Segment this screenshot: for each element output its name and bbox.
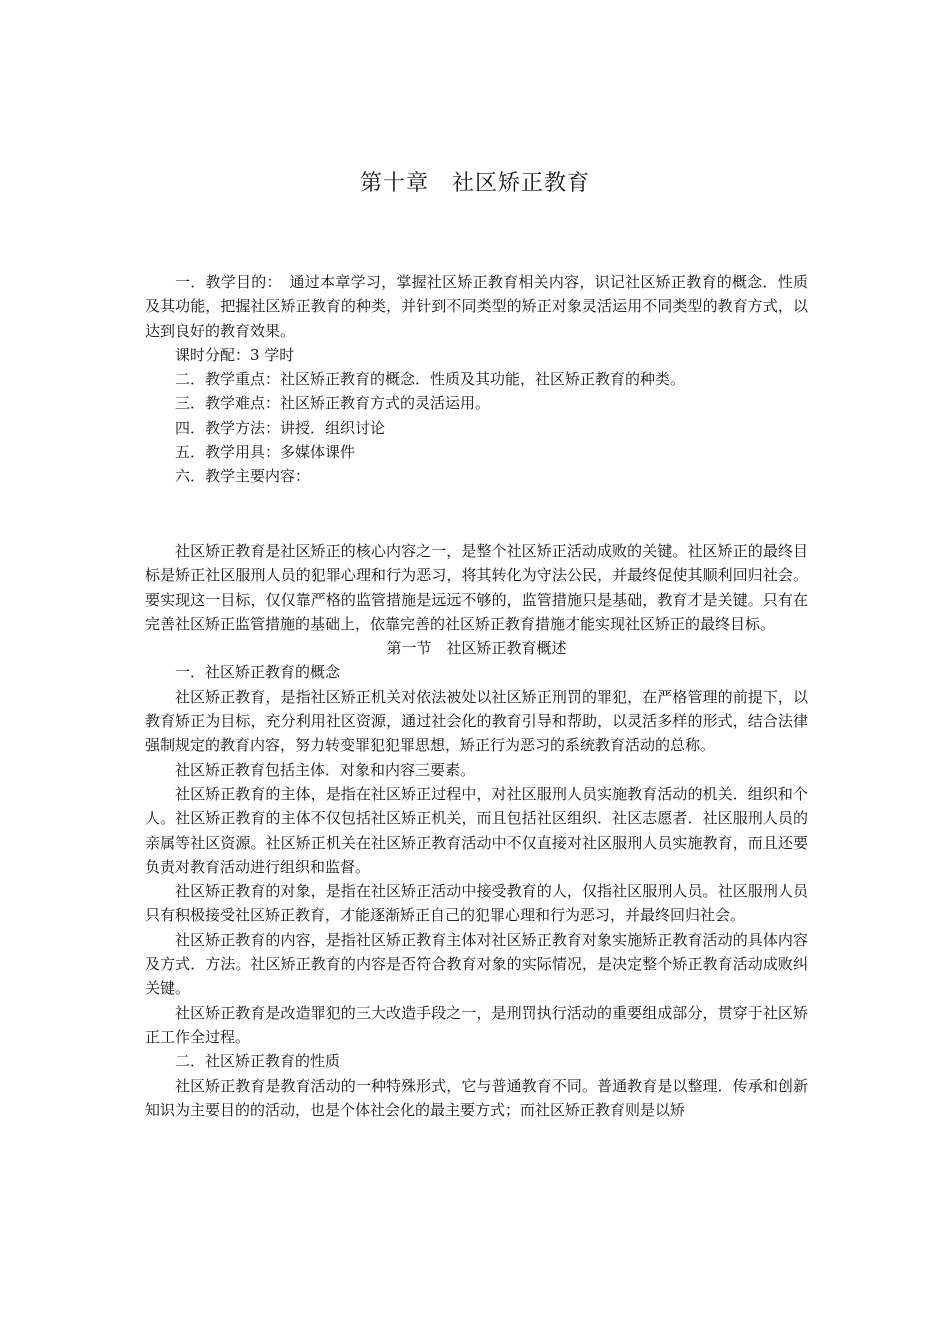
subsection-heading: 一．社区矫正教育的概念	[175, 663, 341, 682]
teaching-main-content: 六．教学主要内容：	[175, 467, 311, 486]
body-paragraph: 社区矫正教育是改造罪犯的三大改造手段之一，是刑罚执行活动的重要组成部分，贯穿于社区矫正工作全过程。	[145, 1003, 808, 1046]
body-paragraph: 社区矫正教育包括主体．对象和内容三要素。	[175, 760, 476, 779]
teaching-objective: 一．教学目的： 通过本章学习，掌握社区矫正教育相关内容，识记社区矫正教育的概念．性质及其功能，把握社区矫正教育的种类，并针到不同类型的矫正对象灵活运用不同类型的教育方式，以达到良好的教育效果。	[145, 273, 808, 340]
chapter-title: 第十章 社区矫正教育	[359, 171, 590, 196]
body-paragraph: 社区矫正教育是社区矫正的核心内容之一，是整个社区矫正活动成败的关键。社区矫正的最终目标是矫正社区服刑人员的犯罪心理和行为恶习，将其转化为守法公民，并最终促使其顺利回归社会。要实现这一目标，仅仅靠严格的监管措施是远远不够的，监管措施只是基础，教育才是关键。只有在完善社区矫正监管措施的基础上，依靠完善的社区矫正教育措施才能实现社区矫正的最终目标。	[145, 542, 808, 633]
body-paragraph: 社区矫正教育是教育活动的一种特殊形式，它与普通教育不同。普通教育是以整理．传承和创新知识为主要目的的活动，也是个体社会化的最主要方式；而社区矫正教育则是以矫	[145, 1076, 808, 1119]
teaching-methods: 四．教学方法：讲授．组织讨论	[175, 418, 386, 437]
teaching-tools: 五．教学用具：多媒体课件	[175, 443, 356, 462]
chapter-body	[145, 539, 808, 1122]
class-hours: 课时分配：3 学时	[175, 345, 295, 364]
body-paragraph: 社区矫正教育，是指社区矫正机关对依法被处以社区矫正刑罚的罪犯，在严格管理的前提下，以教育矫正为目标，充分利用社区资源，通过社会化的教育引导和帮助，以灵活多样的形式，结合法律强制规定的教育内容，努力转变罪犯犯罪思想，矫正行为恶习的系统教育活动的总称。	[145, 687, 808, 755]
teaching-outline	[145, 270, 808, 489]
body-paragraph: 社区矫正教育的主体，是指在社区矫正过程中，对社区服刑人员实施教育活动的机关．组织和个人。社区矫正教育的主体不仅包括社区矫正机关，而且包括社区组织．社区志愿者．社区服刑人员的亲属等社区资源。社区矫正机关在社区矫正教育活动中不仅直接对社区服刑人员实施教育，而且还要负责对教育活动进行组织和监督。	[145, 784, 808, 876]
body-paragraph: 社区矫正教育的对象，是指在社区矫正活动中接受教育的人，仅指社区服刑人员。社区服刑人员只有积极接受社区矫正教育，才能逐渐矫正自己的犯罪心理和行为恶习，并最终回归社会。	[145, 882, 808, 925]
section-heading: 第一节 社区矫正教育概述	[386, 639, 567, 658]
teaching-difficulties: 三．教学难点：社区矫正教育方式的灵活运用。	[175, 394, 491, 413]
subsection-heading: 二．社区矫正教育的性质	[175, 1052, 341, 1071]
teaching-key-points: 二．教学重点：社区矫正教育的概念．性质及其功能，社区矫正教育的种类。	[175, 370, 686, 389]
body-paragraph: 社区矫正教育的内容，是指社区矫正教育主体对社区矫正教育对象实施矫正教育活动的具体内容及方式．方法。社区矫正教育的内容是否符合教育对象的实际情况，是决定整个矫正教育活动成败纠关键。	[145, 930, 808, 998]
